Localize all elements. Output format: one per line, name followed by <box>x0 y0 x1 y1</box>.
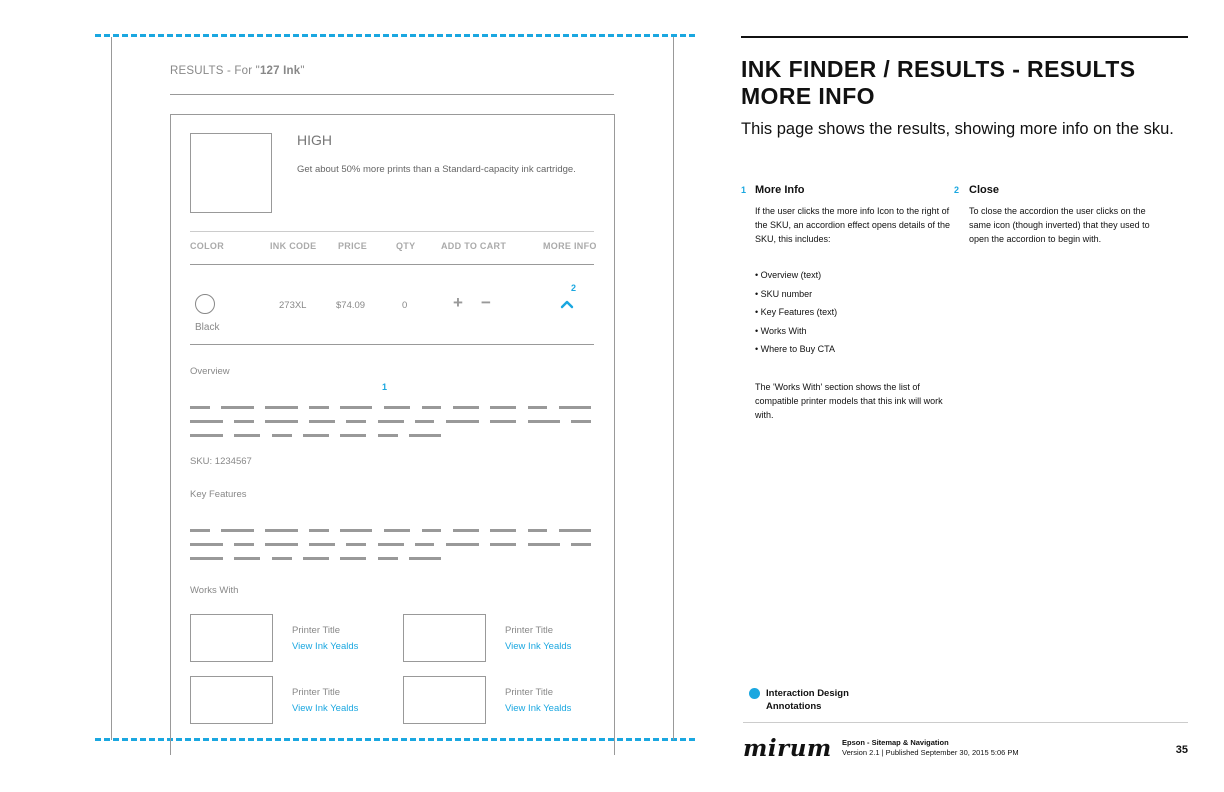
view-ink-yields-link[interactable]: View Ink Yealds <box>505 703 572 714</box>
marker-1: 1 <box>382 382 388 392</box>
qty-value[interactable]: 0 <box>402 300 408 311</box>
col-color: COLOR <box>190 241 224 251</box>
printer-title: Printer Title <box>292 625 341 636</box>
results-divider <box>170 94 614 95</box>
chevron-up-icon[interactable] <box>559 297 575 311</box>
footer-rule <box>743 722 1188 723</box>
printer-image <box>403 676 486 724</box>
footer-doc-title: Epson - Sitemap & Navigation <box>842 738 949 747</box>
printer-title: Printer Title <box>505 625 554 636</box>
key-features-label: Key Features <box>190 489 247 500</box>
overview-label: Overview <box>190 366 230 377</box>
title-rule <box>741 36 1188 38</box>
ink-code-value: 273XL <box>279 300 307 311</box>
printer-title: Printer Title <box>292 687 341 698</box>
list-item: • Key Features (text) <box>755 307 838 317</box>
footer-version: Version 2.1 | Published September 30, 2015 5:06 PM <box>842 748 1019 757</box>
note-2-number: 2 <box>954 185 960 195</box>
note-1-body: If the user clicks the more info Icon to the right of the SKU, an accordion effect opens details of the SKU, this includes: <box>755 206 950 244</box>
note-1-extra: The 'Works With' section shows the list of compatible printer models that this ink will work with. <box>755 382 943 420</box>
note-2-heading: Close <box>969 184 999 196</box>
printer-image <box>190 614 273 662</box>
col-price: PRICE <box>338 241 368 251</box>
legend-label <box>766 687 849 713</box>
col-ink-code: INK CODE <box>270 241 317 251</box>
row-divider <box>190 344 594 345</box>
printer-image <box>403 614 486 662</box>
list-item: • Works With <box>755 325 807 336</box>
note-1-heading: More Info <box>755 184 805 196</box>
price-value: $74.09 <box>336 300 366 311</box>
color-swatch[interactable] <box>195 294 215 314</box>
view-ink-yields-link[interactable]: View Ink Yealds <box>505 641 572 652</box>
list-item: • Overview (text) <box>755 270 822 280</box>
col-add-to-cart: ADD TO CART <box>441 241 507 251</box>
legend-dot-icon <box>749 688 760 699</box>
view-ink-yields-link[interactable]: View Ink Yealds <box>292 641 359 652</box>
page-number: 35 <box>1175 744 1188 756</box>
capacity-description: Get about 50% more prints than a Standard-capacity ink cartridge. <box>297 164 576 175</box>
page-subtitle: This page shows the results, showing more info on the sku. <box>741 120 1174 138</box>
works-with-label: Works With <box>190 585 239 596</box>
legend-line-1: Interaction Design <box>766 688 849 699</box>
col-more-info: MORE INFO <box>543 241 597 251</box>
printer-title: Printer Title <box>505 687 554 698</box>
col-qty: QTY <box>396 241 416 251</box>
note-2-body: To close the accordion the user clicks on the same icon (though inverted) that they used to open the accordion to begin with. <box>969 206 1150 244</box>
results-query: 127 Ink <box>259 65 301 77</box>
color-name: Black <box>195 322 220 333</box>
note-1-number: 1 <box>741 185 747 195</box>
results-prefix: RESULTS - For " <box>170 65 260 77</box>
list-item: • SKU number <box>755 288 813 299</box>
results-label <box>170 65 305 77</box>
mirum-logo: mirum <box>743 735 832 762</box>
header-top-divider <box>190 231 594 232</box>
capacity-title: HIGH <box>297 132 332 148</box>
note-1-list <box>755 268 837 361</box>
product-image <box>190 133 272 213</box>
sku-number: SKU: 1234567 <box>190 456 252 467</box>
page-title: INK FINDER / RESULTS - RESULTS MORE INFO <box>741 56 1136 109</box>
list-item: • Where to Buy CTA <box>755 344 836 354</box>
marker-2: 2 <box>571 283 577 293</box>
minus-icon[interactable]: − <box>481 293 491 312</box>
results-suffix: " <box>300 65 305 77</box>
header-bottom-divider <box>190 264 594 265</box>
legend-line-2: Annotations <box>766 701 822 712</box>
view-ink-yields-link[interactable]: View Ink Yealds <box>292 703 359 714</box>
plus-icon[interactable]: + <box>453 293 463 312</box>
printer-image <box>190 676 273 724</box>
